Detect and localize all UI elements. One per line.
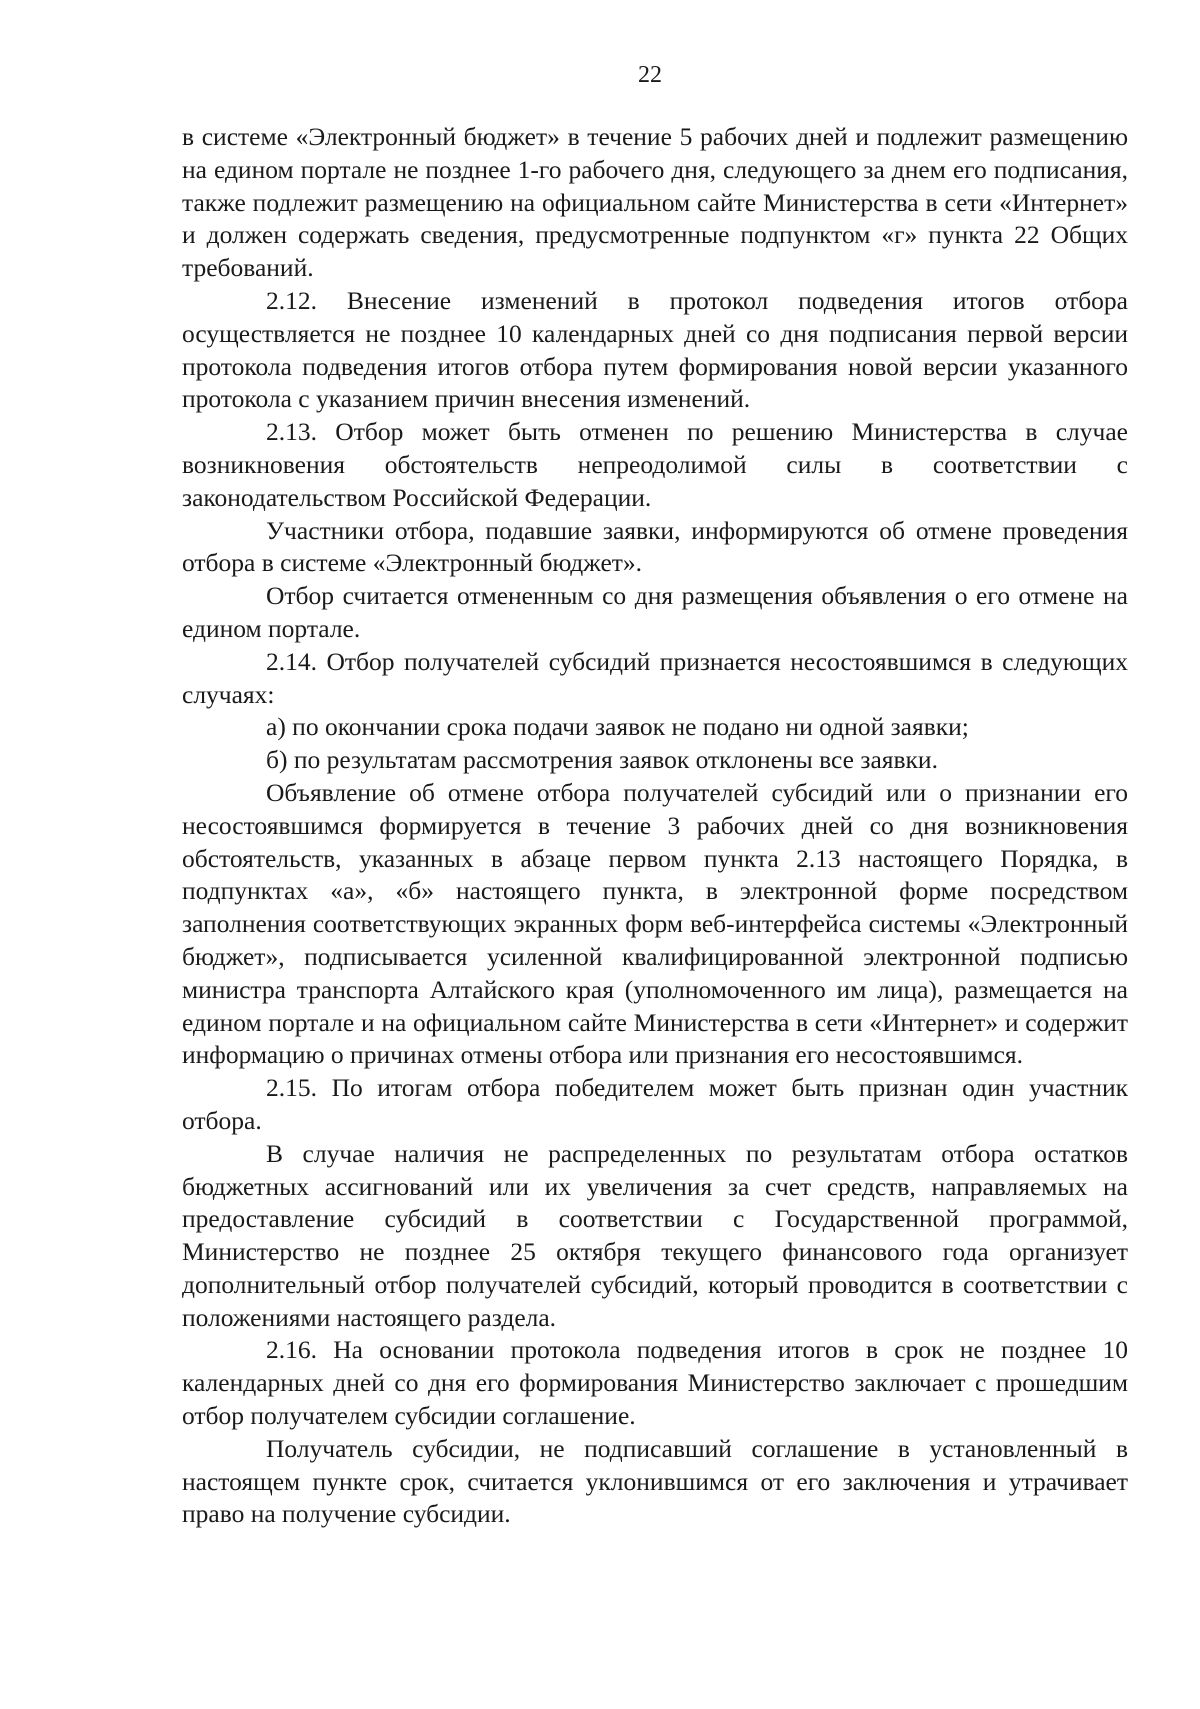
paragraph-subsidy-recipient: Получатель субсидии, не подписавший соглашение в установленный в настоящем пункте срок, считается уклонившимся от его заключения и утрачивает право на получение субсидии.: [182, 1433, 1128, 1529]
paragraph-continuation: в системе «Электронный бюджет» в течение 5 рабочих дней и подлежит размещению на едином портале не позднее 1-го рабочего дня, следующего за днем его подписания, также подлежит размещению на официальном сайте Министерства в сети «Интернет» и должен содержать сведения, предусмотренные подпунктом «г» пункта 22 Общих требований.: [182, 122, 1128, 283]
paragraph-2-14: 2.14. Отбор получателей субсидий признается несостоявшимся в следующих случаях:: [182, 646, 1128, 709]
paragraph-2-15: 2.15. По итогам отбора победителем может быть признан один участник отбора.: [182, 1073, 1128, 1135]
document-body: [182, 121, 1128, 1531]
list-item-b: б) по результатам рассмотрения заявок отклонены все заявки.: [266, 745, 938, 775]
paragraph-participants-informed: Участники отбора, подавшие заявки, информируются об отмене проведения отбора в системе «Электронный бюджет».: [182, 515, 1128, 578]
paragraph-2-13: 2.13. Отбор может быть отменен по решению Министерства в случае возникновения обстоятельств непреодолимой силы в соответствии с законодательством Российской Федерации.: [182, 417, 1128, 512]
paragraph-2-16: 2.16. На основании протокола подведения итогов в срок не позднее 10 календарных дней со дня его формирования Министерство заключает с прошедшим отбор получателем субсидии соглашение.: [182, 1335, 1128, 1431]
paragraph-selection-cancelled: Отбор считается отмененным со дня размещения объявления о его отмене на едином портале.: [182, 581, 1128, 643]
page-number: 22: [638, 62, 662, 88]
paragraph-2-12: 2.12. Внесение изменений в протокол подведения итогов отбора осуществляется не позднее 10 календарных дней со дня подписания первой версии протокола подведения итогов отбора путем формирования новой версии указанного протокола с указанием причин внесения изменений.: [182, 285, 1128, 414]
paragraph-cancellation-announcement: Объявление об отмене отбора получателей субсидий или о признании его несостоявшимся формируется в течение 3 рабочих дней со дня возникновения обстоятельств, указанных в абзаце первом пункта 2.13 настоящего Порядка, в подпунктах «а», «б» настоящего пункта, в электронной форме посредством заполнения соответствующих экранных форм веб-интерфейса системы «Электронный бюджет», подписывается усиленной квалифицированной электронной подписью министра транспорта Алтайского края (уполномоченного им лица), размещается на едином портале и на официальном сайте Министерства в сети «Интернет» и содержит информацию о причинах отмены отбора или признания его несостоявшимся.: [182, 777, 1128, 1070]
list-item-a: а) по окончании срока подачи заявок не подано ни одной заявки;: [266, 712, 969, 742]
paragraph-additional-selection: В случае наличия не распределенных по результатам отбора остатков бюджетных ассигнований или их увеличения за счет средств, направляемых на предоставление субсидий в соответствии с Государственной программой, Министерство не позднее 25 октября текущего финансового года организует дополнительный отбор получателей субсидий, который проводится в соответствии с положениями настоящего раздела.: [182, 1138, 1128, 1332]
